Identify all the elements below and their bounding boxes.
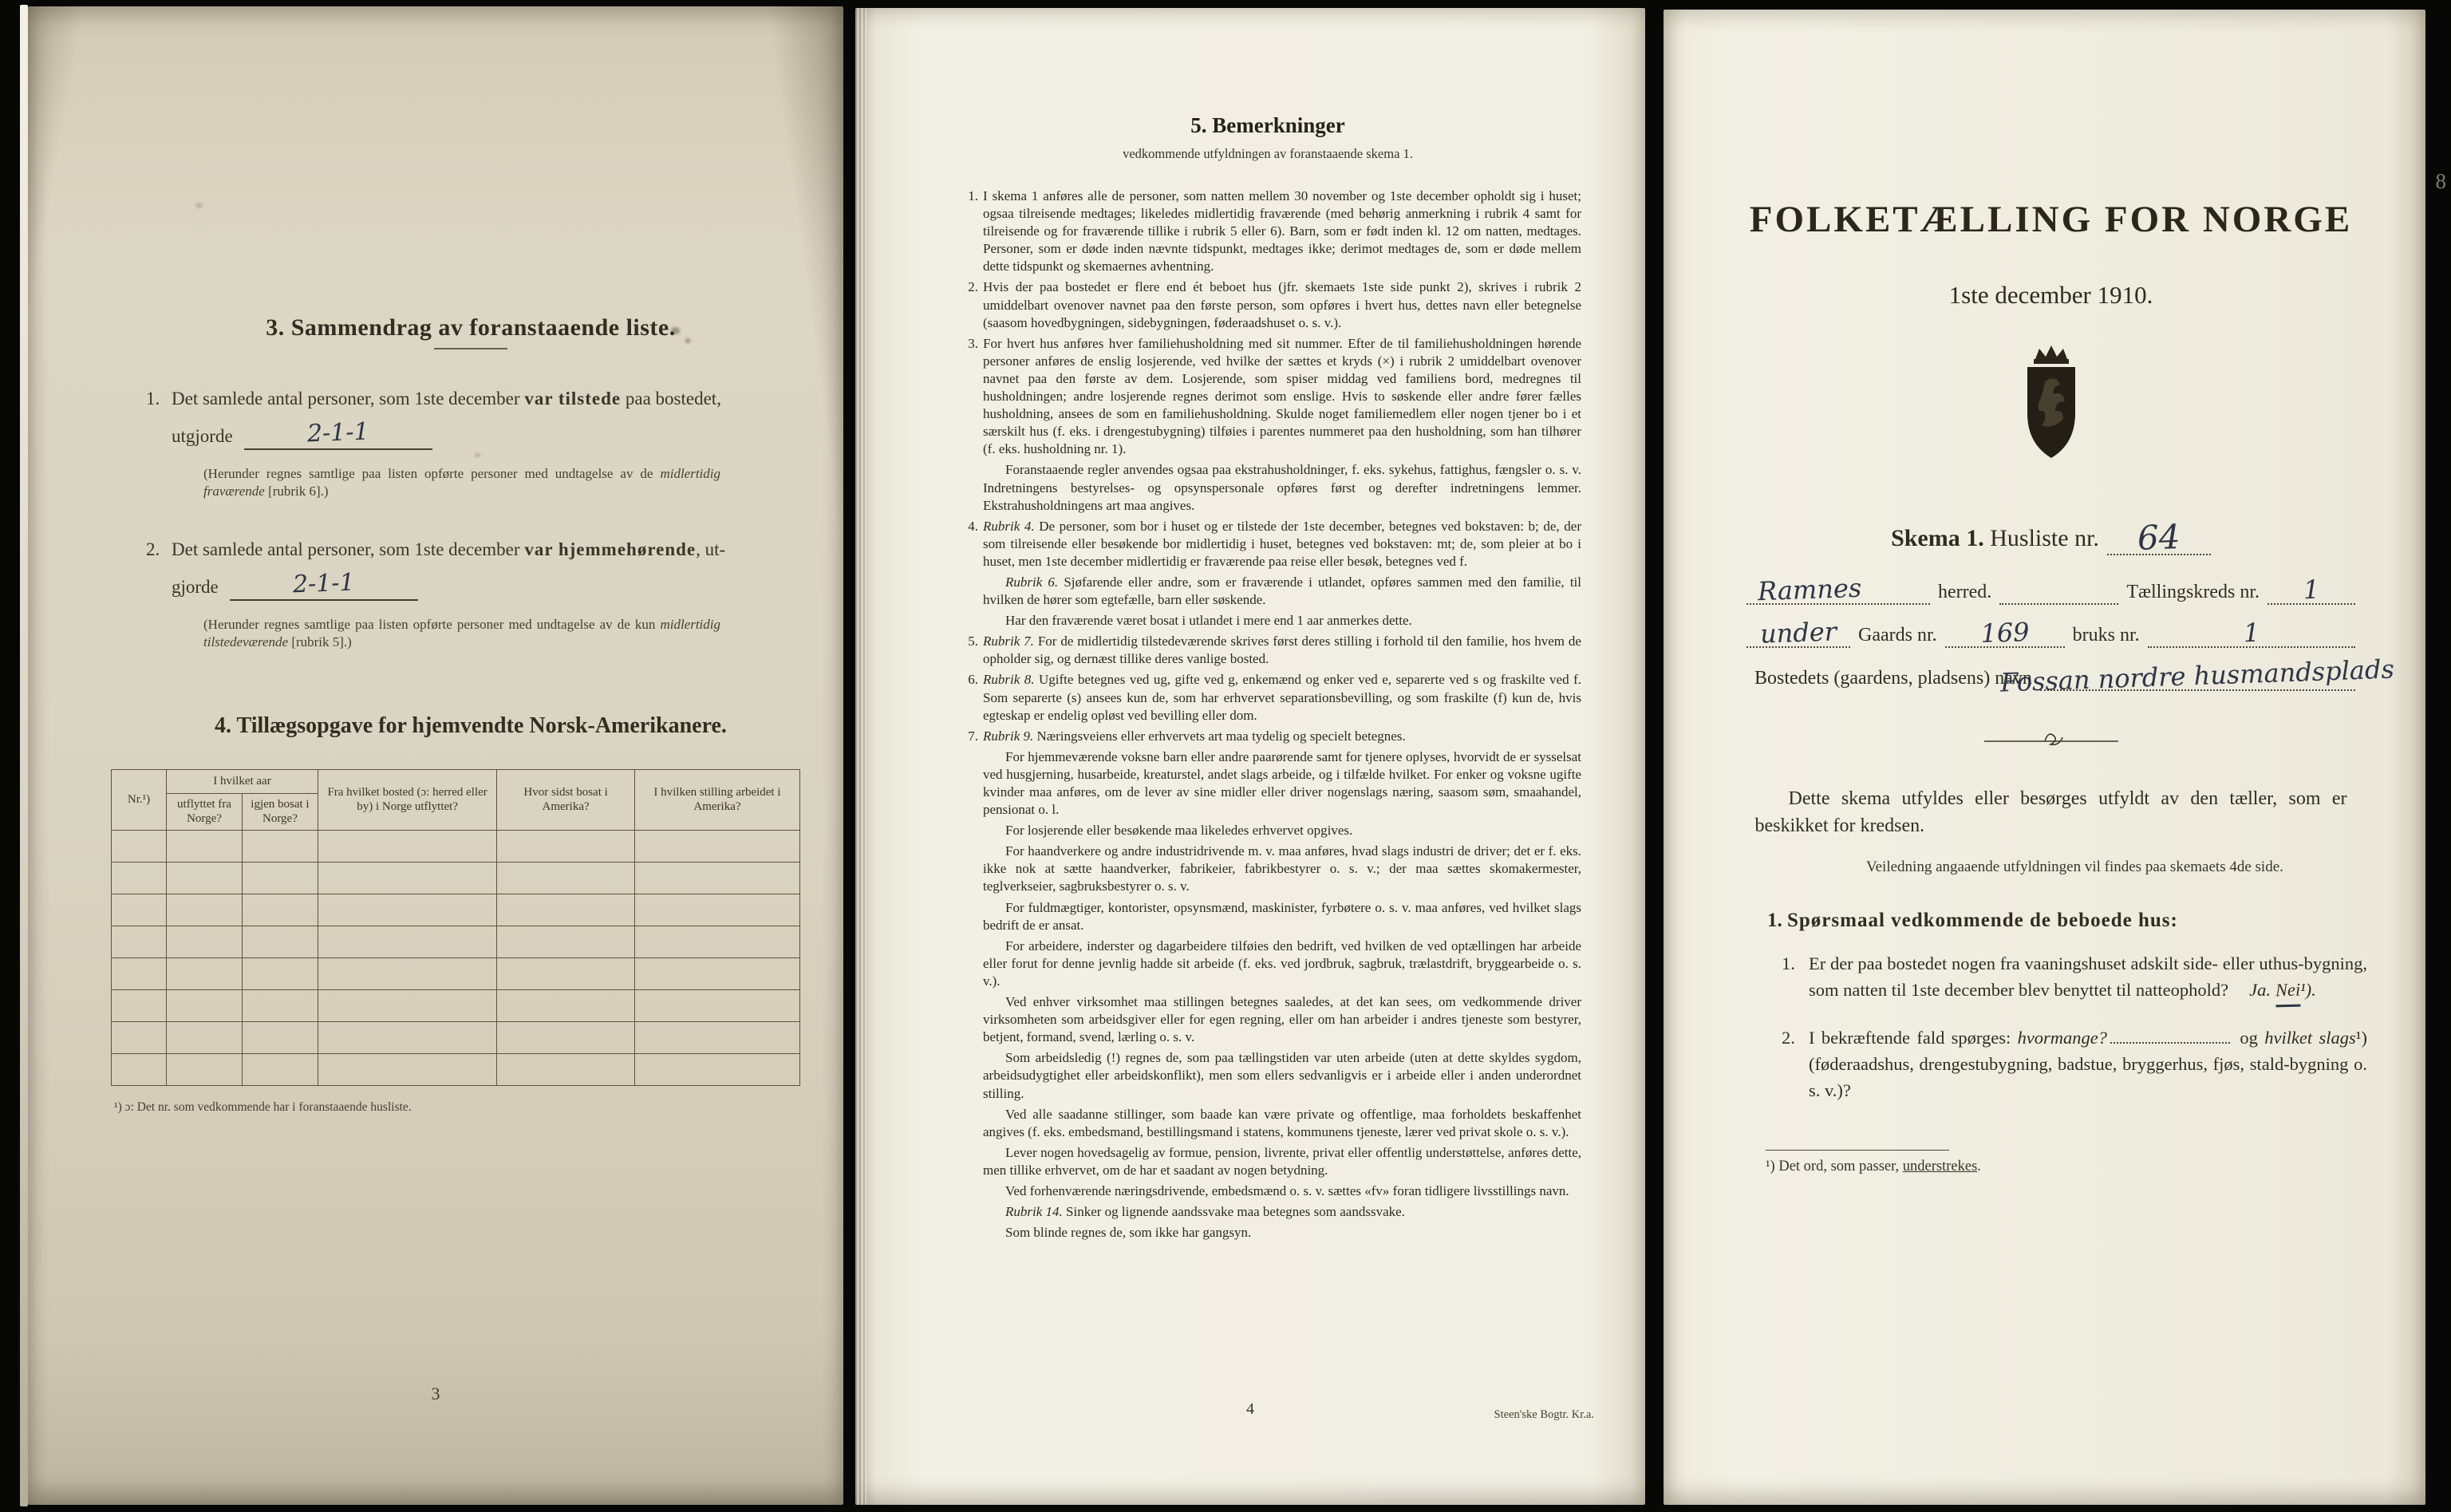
line-filler <box>1999 581 2118 605</box>
remark-paragraph-7j <box>983 1182 1581 1200</box>
answer-blank <box>230 568 418 601</box>
para-text: For fuldmægtiger, kontorister, opsynsmænd, maskinister, fyrbøtere o. s. v. maa anføres, ved hvilket slags bedrift de er ansat. <box>983 899 1581 933</box>
remark-paragraph-7e <box>983 938 1581 990</box>
remark-paragraph-7d <box>983 899 1581 934</box>
col-returned-year: igjen bosat i Norge? <box>242 793 318 831</box>
table-cell <box>112 1022 167 1054</box>
para-lead: Rubrik 6. <box>1005 574 1064 590</box>
para-text: Foranstaaende regler anvendes ogsaa paa ekstrahusholdninger, f. eks. sykehus, fattighus, fængsler o. s. v. Indretningens bestyrelses- og opsynspersonale opføres først og derefter indretningens lemmer. Ekstrahusholdningens art maa angives. <box>983 462 1581 513</box>
handwritten-gaard-nr: 169 <box>1979 616 2030 649</box>
question-text: Er der paa bostedet nogen fra vaaningshuset adskilt side- eller uthus-bygning, som natten til 1ste december blev benyttet til natteophold? <box>1809 953 2367 1000</box>
table-cell <box>497 831 635 863</box>
question-text: (føderaadshus, drengestubygning, badstue, bryggerhus, fjøs, stald-bygning o. s. v.)? <box>1809 1054 2367 1100</box>
printer-credit: Steen'ske Bogtr. Kr.a. <box>1494 1408 1594 1421</box>
table-cell <box>242 958 318 990</box>
table-cell <box>634 926 799 958</box>
table-cell <box>318 1054 496 1086</box>
table-cell <box>497 863 635 894</box>
table-cell <box>497 894 635 926</box>
table-cell <box>634 831 799 863</box>
para-number: 7. <box>968 728 978 744</box>
skema-line <box>1746 515 2355 558</box>
table-cell <box>167 863 243 894</box>
answer-group <box>2249 980 2316 1000</box>
left-page <box>28 6 843 1505</box>
para-text: For haandverkere og andre industridrivende m. v. maa anføres, hvad slags industri de driver; det er f. eks. ikke nok at sætte haandverker, fabrikeier, fabrikbestyrer o. s. v.; der maa sættes skomakermester, teglverkseier, sagbruksbestyrer o. s. v. <box>983 843 1581 894</box>
gaard-blank <box>1945 616 2065 649</box>
table-row <box>112 831 800 863</box>
para-text: Lever nogen hovedsagelig av formue, pension, livrente, privat eller offentlig understøttelse, anføres dette, men tillike erhvervet, om de har et saadant av nogen betydning. <box>983 1144 1581 1178</box>
para-lead: Rubrik 14. <box>1005 1204 1067 1220</box>
para-lead: Rubrik 4. <box>983 518 1040 534</box>
table-row <box>112 990 800 1022</box>
table-cell <box>112 958 167 990</box>
item-emphasis: var hjemmehørende <box>524 539 697 559</box>
col-occupation-america: I hvilken stilling arbeidet i Amerika? <box>634 769 799 831</box>
table-footnote: ¹) ɔ: Det nr. som vedkommende har i foranstaaende husliste. <box>114 1100 412 1115</box>
summary-item-1 <box>146 386 795 413</box>
para-text: I skema 1 anføres alle de personer, som natten mellem 30 november og 1ste december opholdt sig i huset; ogsaa tilreisende medtages; likeledes midlertidig fraværende (med behørig anmerkning i rubrik 4 samt for tilreisende og for fraværende tillike i rubrik 5 eller 6). Barn, som er født inden kl. 12 om natten, medtages. Personer, som er døde inden nævnte tidspunkt, medtages ikke; derimot medtages de, som er døde mellem dette tidspunkt og skemaernes avhentning. <box>983 188 1581 274</box>
question-number: 1. <box>1782 953 1795 974</box>
note-text: (Herunder regnes samtlige paa listen opførte personer med undtagelse av de kun <box>203 616 661 632</box>
para-text: For losjerende eller besøkende maa likeledes erhvervet opgives. <box>1005 823 1353 839</box>
para-text: For de midlertidig tilstedeværende skrives først deres stilling i forhold til den familie, hos hvem de opholder sig, og dernæst tillike deres vanlige bosted. <box>983 634 1581 667</box>
remark-paragraph-7h <box>983 1106 1581 1141</box>
bosted-line <box>1746 653 2395 698</box>
remarks-body <box>954 188 1581 1242</box>
note-emphasis: midlertidig fraværende <box>203 465 720 499</box>
table-cell <box>112 990 167 1022</box>
para-number: 2. <box>968 279 978 295</box>
table-cell <box>242 1022 318 1054</box>
remark-paragraph-2 <box>968 278 1581 331</box>
question-emphasis: hvormange? <box>2017 1028 2108 1048</box>
spine-edge <box>855 8 866 1505</box>
table-cell <box>318 958 496 990</box>
remark-paragraph-7b <box>983 822 1581 839</box>
table-cell <box>497 990 635 1022</box>
bruk-blank <box>2148 617 2355 649</box>
question-text: I bekræftende fald spørges: <box>1809 1028 2018 1048</box>
table-cell <box>634 894 799 926</box>
table-cell <box>318 863 496 894</box>
col-group-year: I hvilket aar <box>167 769 318 793</box>
kreds-label: Tællingskreds nr. <box>2126 582 2260 602</box>
table-row <box>112 926 800 958</box>
table-cell <box>167 1054 243 1086</box>
para-lead: Rubrik 8. <box>983 672 1039 688</box>
para-text: Sinker og lignende aandssvake maa betegnes som aandssvake. <box>1066 1204 1405 1220</box>
table-cell <box>318 926 496 958</box>
bosted-label: Bostedets (gaardens, pladsens) navn <box>1754 668 2032 689</box>
col-from-bosted: Fra hvilket bosted (ɔ: herred eller by) i Norge utflyttet? <box>318 769 496 831</box>
paper-stain <box>671 327 680 334</box>
table-cell <box>242 894 318 926</box>
remark-paragraph-7i <box>983 1144 1581 1179</box>
table-cell <box>497 1054 635 1086</box>
remarks-heading: 5. Bemerkninger <box>1190 113 1345 137</box>
left-page-number: 3 <box>431 1384 440 1403</box>
remark-paragraph-rubrik6 <box>983 574 1581 609</box>
question-emphasis: hvilket slags <box>2264 1028 2356 1048</box>
page-footnote <box>1766 1159 2355 1175</box>
para-number: 1. <box>968 188 978 203</box>
table-cell <box>112 1054 167 1086</box>
summary-section-heading: 3. Sammendrag av foranstaaende liste. <box>266 314 676 341</box>
para-text: Ved enhver virksomhet maa stillingen betegnes saaledes, at det kan sees, om vedkommende driver virksomheten som arbeidsgiver eller for egen regning, eller om han arbeider i andres tjeneste som bestyrer, betjent, formand, svend, lærling o. s. v. <box>983 994 1581 1045</box>
summary-item-2-note <box>203 616 720 651</box>
remark-paragraph-6 <box>968 671 1581 724</box>
husliste-blank <box>2107 515 2211 558</box>
coat-of-arms-icon <box>1746 343 2355 468</box>
footnote-text: ¹) Det ord, som passer, <box>1766 1159 1903 1175</box>
table-cell <box>318 990 496 1022</box>
table-cell <box>634 1022 799 1054</box>
table-cell <box>242 926 318 958</box>
middle-page-number: 4 <box>1246 1400 1254 1418</box>
para-text: Næringsveiens eller erhvervets art maa tydelig og specielt betegnes. <box>1036 728 1406 744</box>
handwritten-total-present: 2-1-1 <box>306 417 370 448</box>
para-text: For arbeidere, inderster og dagarbeidere tilføies den bedrift, ved hvilken de ved optællingen har arbeide eller forut for denne jevnlig hadde sit arbeide (f. eks. ved jordbruk, sagbruk, trælastdrift, bryggearbeide o. s. v.). <box>983 938 1581 989</box>
answer-blank <box>244 417 432 450</box>
herred-line <box>1746 572 2355 607</box>
answer-ja: Ja. <box>2249 979 2271 1000</box>
para-text: For hjemmeværende voksne barn eller andre paarørende samt for tjenere oplyses, hvorvidt de er sysselsat ved husgjerning, husarbeide, kreaturstel, andet slags arbeide, og i tilfælde hvilket. For enker og voksne ugifte kvinder maa anføres, om de lever av sine midler eller driver nogenslags næring, saasom søm, smaahandel, pensionat o. l. <box>983 748 1581 818</box>
ornament-divider-icon <box>1746 728 2355 754</box>
remark-paragraph-blinde <box>983 1224 1581 1242</box>
summary-item-2 <box>146 537 795 563</box>
question-heading-number: 1. <box>1767 910 1782 932</box>
table-cell <box>497 926 635 958</box>
american-section-heading: 4. Tillægsopgave for hjemvendte Norsk-Amerikanere. <box>215 713 727 738</box>
paper-stain <box>195 203 203 208</box>
remark-paragraph-3b <box>983 461 1581 514</box>
table-cell <box>634 863 799 894</box>
table-cell <box>634 958 799 990</box>
remark-paragraph-5 <box>968 633 1581 668</box>
skema-label: Skema 1. <box>1891 525 1984 551</box>
table-cell <box>634 1054 799 1086</box>
para-number: 6. <box>968 672 978 688</box>
census-date: 1ste december 1910. <box>1948 281 2153 309</box>
para-text: De personer, som bor i huset og er tilstede der 1ste december, betegnes ved bokstaven: b; de, der som tilreisende eller besøkende bor midlertidig i huset, betegnes ved bokstaven: mt; de, som pleier at bo i huset, men 1ste december midlertidig er fraværende paa reise eller besøk, betegnes ved f. <box>983 518 1581 569</box>
american-table-head <box>112 769 800 831</box>
answer-footnote-ref: ¹). <box>2299 979 2316 1000</box>
col-last-in-america: Hvor sidst bosat i Amerika? <box>497 769 635 831</box>
table-cell <box>167 831 243 863</box>
para-number: 3. <box>968 335 978 351</box>
para-text: Har den fraværende været bosat i utlandet i mere end 1 aar anmerkes dette. <box>1005 613 1412 629</box>
book-edge-strip <box>20 5 28 1506</box>
para-text: Ved forhenværende næringsdrivende, embedsmænd o. s. v. sættes «fv» foran tidligere livsstillings navn. <box>1005 1182 1569 1198</box>
edge-page-number: 8 <box>2435 169 2446 193</box>
paper-stain <box>685 338 690 343</box>
table-cell <box>318 894 496 926</box>
handwritten-bruk-nr: 1 <box>2242 617 2260 649</box>
table-cell <box>242 831 318 863</box>
dotted-blank <box>2110 1029 2230 1044</box>
american-table-body <box>112 831 800 1086</box>
remark-paragraph-7a <box>983 748 1581 819</box>
question-text: og <box>2233 1028 2265 1048</box>
handwritten-total-resident: 2-1-1 <box>292 568 356 598</box>
table-cell <box>634 990 799 1022</box>
bruk-label: bruks nr. <box>2072 625 2140 645</box>
fill-label: utgjorde <box>172 425 233 446</box>
table-cell <box>167 990 243 1022</box>
middle-page <box>855 8 1645 1505</box>
paper-stain <box>475 453 480 457</box>
table-cell <box>112 831 167 863</box>
table-cell <box>497 958 635 990</box>
item-number: 1. <box>146 389 160 409</box>
question-number: 2. <box>1782 1028 1795 1048</box>
summary-item-2-answer-line <box>172 568 795 606</box>
note-text: [rubrik 5].) <box>288 634 352 649</box>
footnote-ref: ¹) <box>2355 1028 2368 1048</box>
table-cell <box>318 831 496 863</box>
answer-nei-underlined: Nei <box>2275 977 2300 1006</box>
summary-item-1-note <box>203 465 720 500</box>
para-text: For hvert hus anføres hver familiehusholdning med sit nummer. Efter de til familiehusholdningen hørende personer anføres de enslig losjerende, ved hvilke der sættes et kryds (×) i rubrik 2 umiddelbart ovenover navnet paa den første av dem. Losjerende, som spiser middag ved familiens bord, medregnes til husholdningen; andre losjerende regnes derimot som enslige. Hvis to søskende eller andre fører fælles husholdning, ansees de som en familiehusholdning. Skulde noget familiemedlem eller nogen tjener bo i et særskilt hus (f. eks. i drengestubygning) tilføies i parentes nummeret paa den husholdning, som han tilhører (f. eks. husholdning nr. 1). <box>983 335 1581 457</box>
col-nr: Nr.¹) <box>112 769 167 831</box>
herred-label: herred. <box>1938 582 1992 602</box>
item-text: Det samlede antal personer, som 1ste december <box>172 539 525 559</box>
table-cell <box>167 958 243 990</box>
handwritten-herred: Ramnes <box>1757 572 1862 607</box>
table-row <box>112 958 800 990</box>
para-text: Ugifte betegnes ved ug, gifte ved g, enkemænd og enker ved e, separerte ved s og fraskilte ved f. Som separerte (s) ansees kun de, som har erhvervet separationsbevilling, og som fraskilte (f) kun de, hvis egteskap er endelig opløst ved bevilling eller dom. <box>983 672 1581 723</box>
remark-paragraph-7f <box>983 993 1581 1046</box>
gaard-line <box>1746 616 2355 649</box>
remark-paragraph-1 <box>968 188 1581 275</box>
item-text: Det samlede antal personer, som 1ste december <box>172 389 525 409</box>
census-title: FOLKETÆLLING FOR NORGE <box>1749 199 2353 240</box>
note-emphasis: midlertidig tilstedeværende <box>203 616 720 649</box>
fill-label: gjorde <box>172 576 219 597</box>
handwritten-bosted-navn: Fossan nordre husmandsplads <box>2000 653 2395 698</box>
veiledning-note: Veiledning angaaende utfyldningen vil findes paa skemaets 4de side. <box>1866 859 2283 876</box>
right-page <box>1664 10 2425 1505</box>
para-text: Hvis der paa bostedet er flere end ét beboet hus (jfr. skemaets 1ste side punkt 2), skrives i rubrik 2 umiddelbart ovenover navnet paa den første person, som opføres i hvert hus, dettes navn eller betegnelse (saasom hovedbygningen, sidebygningen, føderaadshuset o. s. v.). <box>983 279 1581 330</box>
handwritten-kreds-nr: 1 <box>2303 574 2320 606</box>
note-text: [rubrik 6].) <box>264 483 329 499</box>
para-number: 5. <box>968 634 978 649</box>
husliste-label: Husliste nr. <box>1983 525 2099 551</box>
table-row <box>112 1022 800 1054</box>
gaard-label: Gaards nr. <box>1858 625 1937 645</box>
footnote-underlined-word: understrekes <box>1902 1159 1978 1175</box>
item-text: , ut- <box>696 539 726 559</box>
table-row <box>112 894 800 926</box>
table-cell <box>242 863 318 894</box>
remark-paragraph-7 <box>968 728 1581 745</box>
item-number: 2. <box>146 539 160 559</box>
question-2 <box>1782 1025 2368 1103</box>
table-cell <box>242 990 318 1022</box>
table-cell <box>167 926 243 958</box>
remark-paragraph-rubrik6b <box>983 612 1581 630</box>
question-section-heading <box>1767 910 2355 932</box>
remark-paragraph-4 <box>968 518 1581 570</box>
footnote-rule <box>1766 1150 1949 1151</box>
footnote-text: . <box>1977 1159 1981 1175</box>
table-cell <box>167 1022 243 1054</box>
bosted-blank <box>2000 653 2395 698</box>
summary-item-1-answer-line <box>172 417 795 456</box>
american-table <box>111 769 800 1087</box>
remark-paragraph-3 <box>968 335 1581 459</box>
table-cell <box>112 863 167 894</box>
under-blank <box>1746 616 1850 649</box>
note-text: (Herunder regnes samtlige paa listen opførte personer med undtagelse av de <box>203 465 661 481</box>
herred-blank <box>1746 572 1930 607</box>
kreds-blank <box>2267 574 2355 606</box>
para-lead: Rubrik 9. <box>983 728 1037 744</box>
col-emigrated-year: utflyttet fra Norge? <box>167 793 243 831</box>
para-text: Ved alle saadanne stillinger, som baade kan være private og offentlige, maa forholdets beskaffenhet angives (f. eks. embedsmand, bestillingsmand i statens, kommunens tjeneste, lærer ved privat skole o. s. v.). <box>983 1106 1581 1139</box>
para-text: Som arbeidsledig (!) regnes de, som paa tællingstiden var uten arbeide (uten at dette skyldes sygdom, arbeidsudygtighet eller arbeidskonflikt), men som ellers sedvanligvis er i arbeide eller i anden underordnet stilling. <box>983 1050 1581 1101</box>
table-cell <box>242 1054 318 1086</box>
remark-paragraph-rubrik14 <box>983 1203 1581 1221</box>
para-text: Sjøfarende eller andre, som er fraværende i utlandet, opføres sammen med den familie, til hvilken de hører som egtefælle, barn eller søskende. <box>983 574 1581 608</box>
table-cell <box>167 894 243 926</box>
table-cell <box>497 1022 635 1054</box>
remark-paragraph-7g <box>983 1049 1581 1102</box>
handwritten-husliste-nr: 64 <box>2137 517 2181 558</box>
question-1 <box>1782 951 2367 1006</box>
table-cell <box>318 1022 496 1054</box>
para-number: 4. <box>968 518 978 534</box>
handwritten-under: under <box>1759 616 1837 649</box>
table-cell <box>112 894 167 926</box>
teller-paragraph: Dette skema utfyldes eller besørges utfyldt av den tæller, som er beskikket for kredsen. <box>1754 788 2347 836</box>
remark-paragraph-7c <box>983 843 1581 895</box>
item-emphasis: var tilstede <box>524 389 622 409</box>
remarks-subheading: vedkommende utfyldningen av foranstaaende skema 1. <box>1123 146 1413 161</box>
table-cell <box>112 926 167 958</box>
table-row <box>112 863 800 894</box>
para-text: Som blinde regnes de, som ikke har gangsyn. <box>1005 1225 1252 1241</box>
item-text: paa bostedet, <box>621 389 721 409</box>
para-lead: Rubrik 7. <box>983 634 1038 649</box>
table-row <box>112 1054 800 1086</box>
heading-rule <box>434 348 507 349</box>
question-heading-text: Spørsmaal vedkommende de beboede hus: <box>1787 910 2178 932</box>
